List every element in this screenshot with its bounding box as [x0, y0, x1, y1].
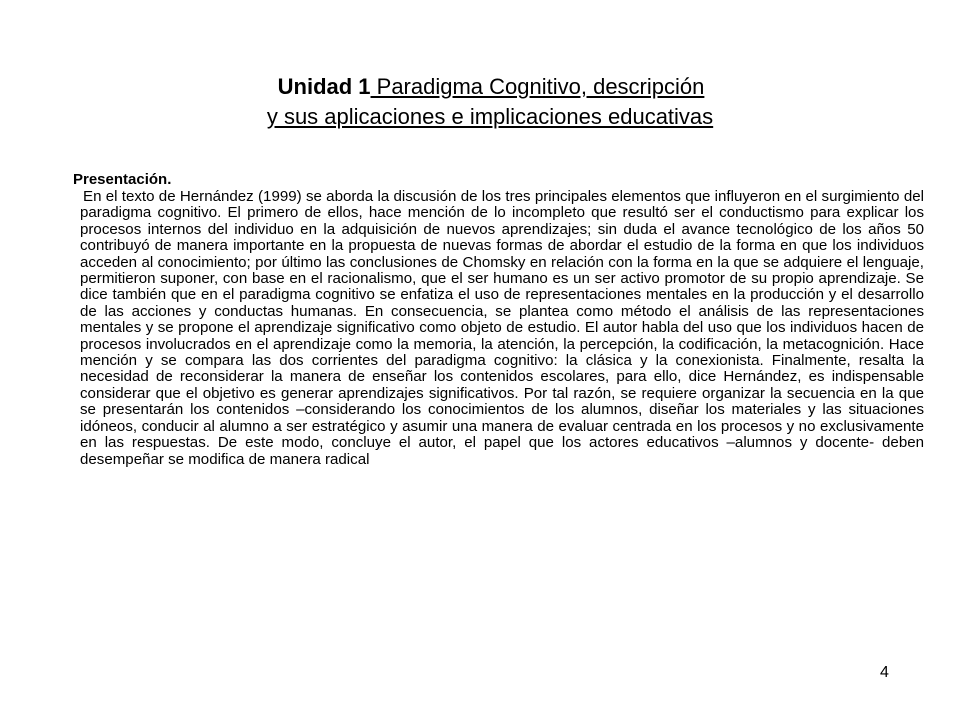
section-heading: Presentación.: [73, 171, 172, 188]
body-paragraph: En el texto de Hernández (1999) se aborda la discusión de los tres principales elementos que influyeron en el surgimiento del paradigma cognitivo. El primero de ellos, hace mención de lo incompleto que resultó ser el conductismo para explicar los procesos internos del individuo en la adquisición de nuevos aprendizajes; sin duda el avance tecnológico de los años 50 contribuyó de manera importante en la propuesta de nuevas formas de abordar el estudio de la forma en que los individuos acceden al conocimiento; por último las conclusiones de Chomsky en relación con la forma en la que se adquiere el lenguaje, permitieron suponer, con base en el racionalismo, que el ser humano es un ser activo promotor de su propio aprendizaje. Se dice también que en el paradigma cognitivo se enfatiza el uso de representaciones mentales en la producción y el desarrollo de las acciones y conductas humanas. En consecuencia, se plantea como método el análisis de las representaciones mentales y se propone el aprendizaje significativo como objeto de estudio. El autor habla del uso que los individuos hacen de procesos involucrados en el aprendizaje como la memoria, la atención, la percepción, la codificación, la metacognición. Hace mención y se compara las dos corrientes del paradigma cognitivo: la clásica y la conexionista. Finalmente, resalta la necesidad de reconsiderar la manera de enseñar los contenidos escolares, para ello, dice Hernández, es indispensable considerar que el objetivo es generar aprendizajes significativos. Por tal razón, se requiere organizar la secuencia en la que se presentarán los contenidos –considerando los conocimientos de los alumnos, diseñar los materiales y las situaciones idóneos, conducir al alumno a ser estratégico y asumir una manera de evaluar centrada en los procesos y no exclusivamente en las respuestas. De este modo, concluye el autor, el papel que los actores educativos –alumnos y docente- deben desempeñar se modifica de manera radical: [80, 188, 924, 468]
unit-label: Unidad 1: [277, 74, 371, 99]
document-title: [0, 72, 960, 132]
title-line-2: y sus aplicaciones e implicaciones educativas: [266, 104, 714, 129]
title-line-1-text: Paradigma Cognitivo, descripción: [370, 74, 705, 99]
page-number: 4: [880, 664, 889, 681]
title-line-1: [11, 72, 960, 102]
